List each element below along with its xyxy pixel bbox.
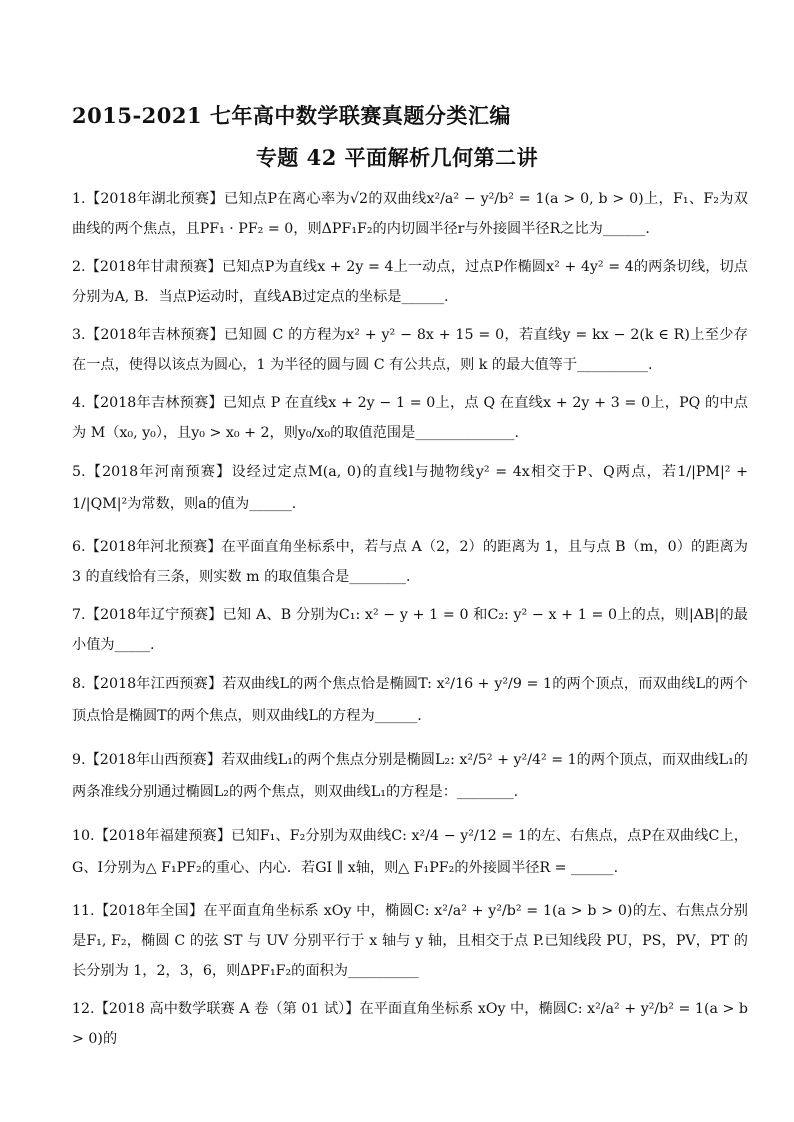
problem-number: 6. <box>72 539 86 555</box>
problem-text: 【2018年全国】在平面直角坐标系 xOy 中，椭圆C: x²/a² + y²/b² = 1(a > b > 0)的左、右焦点分别是F₁, F₂，椭圆 C 的弦 ST 与 UV 分别平行于 x 轴与 y 轴，且相交于点 P.已知线段 PU，PS，PV，PT 的长分别为 1，2，3，6，则ΔPF₁F₂的面积为__________ <box>72 903 748 979</box>
problem-text: 【2018年江西预赛】若双曲线L的两个焦点恰是椭圆T: x²/16 + y²/9 = 1的两个顶点，而双曲线L的两个顶点恰是椭圆T的两个焦点，则双曲线L的方程为______. <box>72 676 748 724</box>
problem-number: 3. <box>72 327 86 343</box>
problem-text: 【2018年福建预赛】已知F₁、F₂分别为双曲线C: x²/4 − y²/12 = 1的左、右焦点，点P在双曲线C上，G、I分别为△ F₁PF₂的重心、内心．若GI ∥ x轴，则△ F₁PF₂的外接圆半径R = ______. <box>72 828 748 876</box>
document-subtitle: 专题 42 平面解析几何第二讲 <box>255 145 539 170</box>
problem-text: 【2018年山西预赛】若双曲线L₁的两个焦点分别是椭圆L₂: x²/5² + y²/4² = 1的两个顶点，而双曲线L₁的两条准线分别通过椭圆L₂的两个焦点，则双曲线L₁的方程是：________. <box>72 752 748 800</box>
problem-item <box>72 532 748 592</box>
problem-text: 【2018年吉林预赛】已知圆 C 的方程为x² + y² − 8x + 15 = 0，若直线y = kx − 2(k ∈ R)上至少存在一点，使得以该点为圆心，1 为半径的圆与圆 C 有公共点，则 k 的最大值等于__________. <box>72 327 748 373</box>
problem-number: 11. <box>72 903 95 919</box>
problem-text: 【2018年河南预赛】设经过定点M(a, 0)的直线l与抛物线y² = 4x相交于P、Q两点，若1/|PM|² + 1/|QM|²为常数，则a的值为______. <box>72 464 748 512</box>
problem-number: 1. <box>72 191 86 207</box>
problem-number: 12. <box>72 1001 95 1017</box>
problem-number: 2. <box>72 259 86 275</box>
problem-item <box>72 744 748 808</box>
problem-number: 8. <box>72 676 86 692</box>
problem-item <box>72 994 748 1054</box>
problem-item <box>72 252 748 312</box>
problem-number: 9. <box>72 752 86 768</box>
problem-text: 【2018 高中数学联赛 A 卷（第 01 试）】在平面直角坐标系 xOy 中，椭圆C: x²/a² + y²/b² = 1(a > b > 0)的 <box>72 1001 748 1047</box>
problem-item <box>72 820 748 884</box>
problem-number: 10. <box>72 828 95 844</box>
problem-item <box>72 456 748 520</box>
problem-text: 【2018年河北预赛】在平面直角坐标系中，若与点 A（2，2）的距离为 1，且与点 B（m，0）的距离为 3 的直线恰有三条，则实数 m 的取值集合是________. <box>72 539 748 585</box>
problem-text: 【2018年湖北预赛】已知点P在离心率为√2的双曲线x²/a² − y²/b² = 1(a > 0, b > 0)上，F₁、F₂为双曲线的两个焦点，且PF₁ · PF₂ = 0，则ΔPF₁F₂的内切圆半径r与外接圆半径R之比为______. <box>72 191 748 237</box>
problem-item <box>72 668 748 732</box>
problem-text: 【2018年甘肃预赛】已知点P为直线x + 2y = 4上一动点，过点P作椭圆x² + 4y² = 4的两条切线，切点分别为A, B．当点P运动时，直线AB过定点的坐标是______. <box>72 259 748 305</box>
problem-item <box>72 388 748 448</box>
problem-number: 7. <box>72 607 86 623</box>
problem-item <box>72 896 748 986</box>
problem-text: 【2018年吉林预赛】已知点 P 在直线x + 2y − 1 = 0上，点 Q 在直线x + 2y + 3 = 0上，PQ 的中点为 M（x₀, y₀），且y₀ > x₀ + 2，则y₀/x₀的取值范围是______________. <box>72 395 748 441</box>
problem-item <box>72 184 748 244</box>
document-title: 2015-2021 七年高中数学联赛真题分类汇编 <box>72 103 511 128</box>
problem-item <box>72 600 748 660</box>
problem-number: 4. <box>72 395 86 411</box>
problem-number: 5. <box>72 464 86 480</box>
problem-text: 【2018年辽宁预赛】已知 A、B 分别为C₁: x² − y + 1 = 0 和C₂: y² − x + 1 = 0上的点，则|AB|的最小值为_____. <box>72 607 748 653</box>
problem-list <box>72 184 748 1062</box>
problem-item <box>72 320 748 380</box>
